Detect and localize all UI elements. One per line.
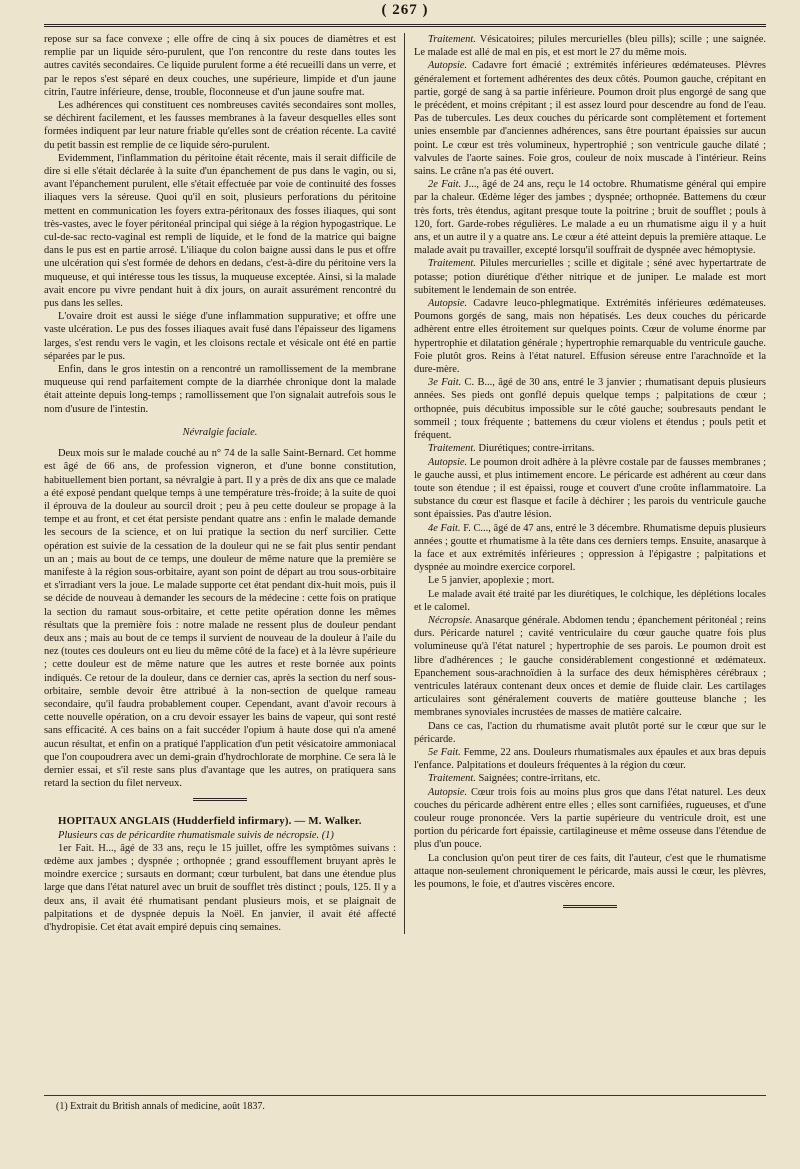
paragraph-text: Dans ce cas, l'action du rhumatisme avait plutôt porté sur le cœur que sur le péricarde. (414, 720, 766, 745)
paragraph-text: Saignées; contre-irritans, etc. (475, 773, 601, 785)
paragraph-label: 4e Fait. (428, 522, 461, 534)
paragraph-text: Femme, 22 ans. Douleurs rhumatismales aux épaules et aux bras depuis l'enfance. Palpitations et douleurs fréquentes à la région du cœur. (414, 746, 766, 772)
separator-rule (563, 905, 617, 912)
paragraph-label: Traitement. (428, 443, 476, 455)
page-number: ( 267 ) (381, 2, 429, 18)
paragraph: Deux mois sur le malade couché au n° 74 de la salle Saint-Bernard. Cet homme est âgé de 66 ans, de profession vigneron, et d'une bonne constitution, habituellement bien portant, sa névralgie à part. Il y a près de dix ans que ce malade a été exposé pendant quelque temps à une température très-froide; à la suite de quoi il éprouva de la douleur au sourcil droit ; peu à peu cette douleur se propage à la tempe et au front, et cet état persiste pendant quatre ans : enfin le malade demande les secours de la science, et on lui pratique la section du nerf surcilier. Cette opération est suivie de la cessation de la douleur qui ne se fait plus sentir pendant un an ; mais au bout de ce temps, une douleur de même nature que la première se manifeste à la région sous-orbitaire, ayant son point de départ au trou sous-orbitaire et s'irradiant vers la joue. Le malade supporte cet état pendant dix-huit mois, puis il se décide de nouveau à demander les secours de la médecine : cette fois on pratique la section du ramaut sous-orbitaire, et cette petite opération donne les mêmes résultats que la première fois : notre malade ne ressent plus de douleur pendant deux ans ; mais au bout de ce temps il survient de nouveau de la douleur à l'aile du nez (toutes ces douleurs ont eu lieu du même côté de la face) et à la lèvre supérieure ; cette douleur est de même nature que les autres et reste bornée aux points indiqués. Ce retour de la douleur, dans ce dernier cas, après la section du nerf sous-orbitaire, semble devoir être attribué à la non-section de quelque rameau secondaire, qu'il faudra probablement couper. Cependant, avant d'avoir recours à cette nouvelle opération, on a cru devoir essayer les bains de vapeur, qui sont resté sans efficacité. A ces bains on a fait succéder l'opium à haute dose qui n'a amené aucun résultat, et enfin on a pratiqué l'application d'un petit vésicatoire ammoniacal que l'on coupoudrera avec un demi-grain d'hydrochlorate de morphine. Ce sera là le dernier essai, et s'il reste sans plus d'avantage que les autres, on pratiquera sans retard la section du filet nerveux. (44, 448, 396, 790)
footnote-rule (44, 1095, 766, 1096)
paragraph-label: Autopsie. (428, 786, 468, 798)
separator-rule (193, 798, 247, 805)
paragraph (414, 33, 766, 59)
paragraph (414, 257, 766, 297)
paragraph-text: La conclusion qu'on peut tirer de ces faits, dit l'auteur, c'est que le rhumatisme attaque non-seulement chroniquement le péricarde, mais aussi le cœur, les plèvres, les poumons, le foie, et d'autres viscères encore. (414, 852, 766, 890)
paragraph-label: Traitement. (428, 773, 476, 785)
paragraph-text: Pilules mercurielles ; scille et digitale ; séné avec hypertartrate de potasse; potion diurétique d'éther nitrique et de juniper. Le malade est mort subitement le lendemain de son entrée. (414, 258, 766, 296)
paragraph-text: Le malade avait été traité par les diurétiques, le colchique, les déplétions locales et le calomel. (414, 588, 766, 613)
paragraph (414, 720, 766, 746)
paragraph: repose sur sa face convexe ; elle offre de cinq à six pouces de diamètres et est remplie par un liquide séro-purulent, que l'on rencontre du reste dans toutes les autres cavités secondaires. Ce liquide purulent forme a été recueilli dans un verre, et par le repos s'est séparé en deux couches, une supérieure, limpide et d'un jaune citrin, l'autre inférieure, dense, trouble, floconneuse et d'un jaune soufre mat. (44, 34, 396, 98)
paragraph (414, 456, 766, 522)
paragraph (414, 442, 766, 455)
paragraph: L'ovaire droit est aussi le siége d'une inflammation suppurative; et offre une vaste ulcération. Le pus des fosses iliaques avait fusé dans l'épaisseur des ligamens larges, s'est rendu vers le vagin, et les cloisons rectale et vésicale ont été en partie séparées par le pus. (44, 311, 396, 362)
paragraph-label: Nécropsie. (428, 614, 473, 626)
paragraph (414, 522, 766, 575)
paragraph-text: F. C..., âgé de 47 ans, entré le 3 décembre. Rhumatisme depuis plusieurs années ; goutte et rhumatisme à la tête dans ces derniers temps. Ensuite, anasarque à la face et aux extrémités inférieures ; oppression à l'épigastre ; palpitations et dyspnée au moindre exercice corporel. (414, 522, 766, 574)
paragraph-text: C. B..., âgé de 30 ans, entré le 3 janvier ; rhumatisant depuis plusieurs années. Ses pieds ont gonflé depuis quelque temps ; palpitations de cœur ; orthopnée, puis décubitus impossible sur le côté gauche; soubresauts pendant le sommeil ; toux fréquente ; battemens du cœur violens et étendus ; pouls petit et fréquent. (414, 377, 766, 442)
paragraph-text: Diurétiques; contre-irritans. (475, 443, 595, 455)
paragraph-label: Autopsie. (428, 456, 468, 468)
hospital-title: HOPITAUX ANGLAIS (Hudderfield infirmary). — M. Walker. (58, 815, 362, 828)
paragraph-text: Cadavre fort émacié ; extrémités inférieures œdémateuses. Plèvres généralement et fortement adhérentes des deux côtés. Poumon gauche, crépitant en partie, gorgé de sang à sa partie inférieure. Poumon droit plus engorgé de sang que le précédent, et moins crépitant ; il est assez lourd pour descendre au fond de l'eau. Pas de tubercules. Les deux couches du péricarde sont complètement et fortement unies ensemble par d'anciennes adhérences, sans être pourtant épaissies sur aucun point. Le cœur est très volumineux, hypertrophié ; son ventricule gauche dilaté ; valvules de l'aorte saines. Foie gros, couleur de noix muscade à l'intérieur. Reins sains. Le crâne n'a pas été ouvert. (414, 60, 766, 178)
paragraph (414, 574, 766, 587)
paragraph: 1er Fait. H..., âgé de 33 ans, reçu le 15 juillet, offre les symptômes suivans : œdème aux jambes ; dyspnée ; orthopnée ; grand essoufflement bruyant après le moindre exercice ; sursauts en dormant; cœur turbulent, bat dans une étendue plus large que dans l'état naturel avec un bruit de soufflet très distinct ; pouls, 125. Il y a deux ans, il avait été rhumatisant pendant plusieurs mois, et se plaignait de palpitations et de dyspnée depuis la Noël. En janvier, il avait été affecté d'hydropisie. Cet état avait empiré depuis cinq semaines. (44, 842, 396, 933)
paragraph (414, 297, 766, 376)
section-heading: Névralgie faciale. (182, 426, 258, 438)
paragraph-label: Autopsie. (428, 298, 468, 310)
paragraph (414, 614, 766, 720)
paragraph (414, 746, 766, 772)
paragraph: Enfin, dans le gros intestin on a rencontré un ramollissement de la membrane muqueuse qui rend parfaitement compte de la diarrhée chronique dont la malade était atteinte depuis long-temps ; ramollissement que l'on signalait autrefois sous le nom d'usure de l'intestin. (44, 364, 396, 415)
paragraph-label: 2e Fait. (428, 179, 462, 191)
paragraph (414, 772, 766, 785)
paragraph (414, 59, 766, 178)
paragraph-text: Le 5 janvier, apoplexie ; mort. (428, 575, 555, 587)
paragraph-label: Autopsie. (428, 60, 468, 72)
paragraph-text: Anasarque générale. Abdomen tendu ; épanchement péritonéal ; reins durs. Péricarde naturel ; cavité ventriculaire du cœur gauche quatre fois plus volumineuse qu'à l'état naturel ; hypertrophie de ses parois. Le poumon droit est libre d'adhérences ; le gauche considérablement congestionné et œdémateux. Epanchement sous-arachnoïdien à la surface des deux hémisphères cérébraux ; ventricules latéraux contenant deux onces et demie de fluide clair. Les cartilages articulaires sont généralement couverts de matière goutteuse blanche ; les membranes synoviales incrustées de masses de matière calcaire. (414, 614, 766, 719)
paragraph (414, 852, 766, 892)
paragraph: Evidemment, l'inflammation du péritoine était récente, mais il serait difficile de dire si elle s'était déclarée à la suite d'un épanchement de pus dans le vagin, ou si, avant l'épanchement purulent, elle s'était effectuée par voie de continuité des fosses iliaques vers la séreuse. Quoi qu'il en soit, plusieurs perforations du péritoine mettent en communication les foyers extra-péritonaux des fosses iliaques, qui sont très-vastes, avec le foyer péritonéal principal qui siége à la région hypogastrique. Le cul-de-sac recto-vaginal est rempli de liquide, et le fond de la matrice qui baigne dans le pus est en partie arrosé. L'iliaque du colon baigne aussi dans le pus et offre une ulcération qui s'est formée de dehors en dedans, c'est-à-dire du péritoine vers la muqueuse, et qui intéresse tous les tissus, la muqueuse exceptée. Ainsi, si la malade avait encore pu vivre pendant huit à dix jours, on aurait assurément rencontré du pus dans les selles. (44, 152, 396, 310)
paragraph: Les adhérences qui constituent ces nombreuses cavités secondaires sont molles, se déchirent facilement, et les fausses membranes à la faveur desquelles elles sont formées indiquent par leur nature friable qu'elles sont de création récente. La cavité du petit bassin est remplie de ce liquide séro-purulent. (44, 100, 396, 151)
paragraph-label: Traitement. (428, 258, 476, 270)
hospital-subtitle: Plusieurs cas de péricardite rhumatismale suivis de nécropsie. (1) (58, 829, 334, 841)
footnote: (1) Extrait du British annals of medicine, août 1837. (56, 1101, 265, 1112)
paragraph-label: 3e Fait. (428, 377, 462, 389)
right-column (404, 33, 766, 934)
paragraph-label: 5e Fait. (428, 746, 461, 758)
left-column (44, 33, 404, 934)
paragraph (414, 786, 766, 852)
paragraph-text: Cadavre leuco-phlegmatique. Extrémités inférieures œdémateuses. Poumons gorgés de sang, mais non hépatisés. Les deux couches du péricarde adhèrent entre elles étroitement sur quelques points. Cœur de volume énorme par hypertrophie et dilatation générale ; hypertrophie remarquable du ventricule gauche. Foie plutôt gros. Reins à l'état naturel. Effusion séreuse entre l'arachnoïde et la dure-mère. (414, 298, 766, 376)
columns (44, 33, 766, 934)
paragraph-text: Vésicatoires; pilules mercurielles (bleu pills); scille ; une saignée. Le malade est allé de mal en pis, et est mort le 27 du même mois. (414, 34, 766, 59)
paragraph-text: Le poumon droit adhère à la plèvre costale par de fausses membranes ; le gauche aussi, et plus intimement encore. Le péricarde est adhérent au cœur dans toute son étendue ; il est épaissi, rouge et couvert d'une croûte inflammatoire. La substance du cœur est flasque et facile à déchirer ; les parois du ventricule gauche sont épaissies. Pas d'autre lésion. (414, 456, 766, 521)
paragraph (414, 588, 766, 614)
paragraph (414, 178, 766, 257)
paragraph-text: J..., âgé de 24 ans, reçu le 14 octobre. Rhumatisme général qui empire par la chaleur. Œdème léger des jambes ; dyspnée; orthopnée. Battemens du cœur très forts, très étendus, agitant presque toute la poitrine ; bruit de soufflet ; pouls à 120, fort. Garde-robes régulières. Le malade a eu un rhumatisme aigu il y a huit ans, et un autre il y a quatre ans. Le cœur a été atteint depuis la première attaque. Le malade avait pu travailler, excepté lorsqu'il souffrait de dyspnée avec hémoptysie. (414, 179, 767, 257)
paragraph-label: Traitement. (428, 34, 476, 45)
top-rule (44, 24, 766, 33)
paragraph-text: Cœur trois fois au moins plus gros que dans l'état naturel. Les deux couches du péricarde adhèrent entre elles ; elles sont carnifiées, rugueuses, et d'une couleur rouge prononcée. Vers la partie supérieure du ventricule droit, est une portion du péricarde fort épaissie, cartilagineuse et même osseuse dans l'étendue de plus d'un pouce. (414, 786, 766, 851)
paragraph (414, 376, 766, 442)
